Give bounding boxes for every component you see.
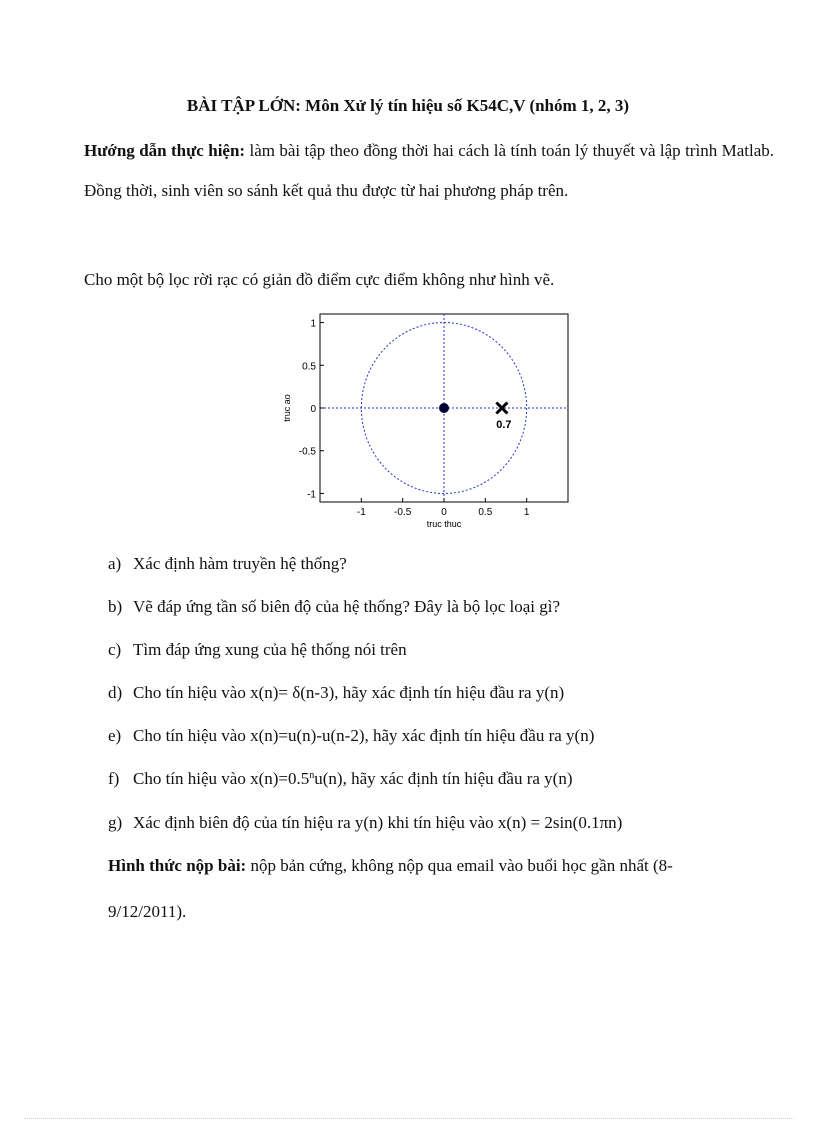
page-bottom-divider xyxy=(24,1118,794,1119)
x-tick-label: 1 xyxy=(523,507,530,518)
y-tick-label: -1 xyxy=(307,489,316,501)
submission-line2: 9/12/2011). xyxy=(108,902,187,921)
question-b: b) Vẽ đáp ứng tần số biên độ của hệ thống? Đây là bộ lọc loại gì? xyxy=(108,597,561,616)
y-tick-label: 1 xyxy=(310,318,316,330)
question-f: f) Cho tín hiệu vào $x(n)=0.5^nu(n)$, hãy xác định tín hiệu đầu ra y(n) xyxy=(108,769,573,788)
instructions-text: làm bài tập theo đồng thời hai cách là tính toán lý thuyết và lập trình Matlab. Đồng thời, sinh viên so sánh kết quả thu được từ hai phương pháp trên. xyxy=(84,141,774,200)
pole-annotation: 0.7 xyxy=(496,419,512,431)
x-axis-label: truc thuc xyxy=(426,519,462,529)
x-tick-label: 0 xyxy=(441,507,447,518)
zero-marker xyxy=(439,403,449,413)
y-tick-label: 0.5 xyxy=(302,361,316,373)
question-g: g) Xác định biên độ của tín hiệu ra y(n) khi tín hiệu vào x(n) = 2sin(0.1πn) xyxy=(108,813,623,832)
instructions-label: Hướng dẫn thực hiện: xyxy=(84,141,246,160)
intro-text: Cho một bộ lọc rời rạc có giản đồ điểm cực điểm không như hình vẽ. xyxy=(84,270,555,289)
instructions-paragraph xyxy=(84,131,774,211)
pole-zero-plot xyxy=(270,306,580,543)
x-tick-label: -1 xyxy=(356,507,366,518)
submission-line1: Hình thức nộp bài: nộp bản cứng, không nộp qua email vào buổi học gần nhất (8- xyxy=(108,856,673,875)
question-d: d) Cho tín hiệu vào x(n)= δ(n-3), hãy xác định tín hiệu đầu ra y(n) xyxy=(108,683,565,702)
pole-zero-svg xyxy=(270,306,580,538)
x-tick-label: 0.5 xyxy=(478,507,493,518)
x-tick-label: -0.5 xyxy=(394,507,412,518)
y-tick-label: 0 xyxy=(310,404,316,415)
question-a: a) Xác định hàm truyền hệ thống? xyxy=(108,554,347,573)
y-axis-label: truc ao xyxy=(282,394,292,422)
question-e: e) Cho tín hiệu vào x(n)=u(n)-u(n-2), hãy xác định tín hiệu đầu ra y(n) xyxy=(108,726,595,745)
page-title: BÀI TẬP LỚN: Môn Xử lý tín hiệu số K54C,V (nhóm 1, 2, 3) xyxy=(186,96,630,115)
question-c: c) Tìm đáp ứng xung của hệ thống nói trên xyxy=(108,640,407,659)
y-tick-label: -0.5 xyxy=(298,446,316,458)
submission-label: Hình thức nộp bài: xyxy=(108,856,247,875)
